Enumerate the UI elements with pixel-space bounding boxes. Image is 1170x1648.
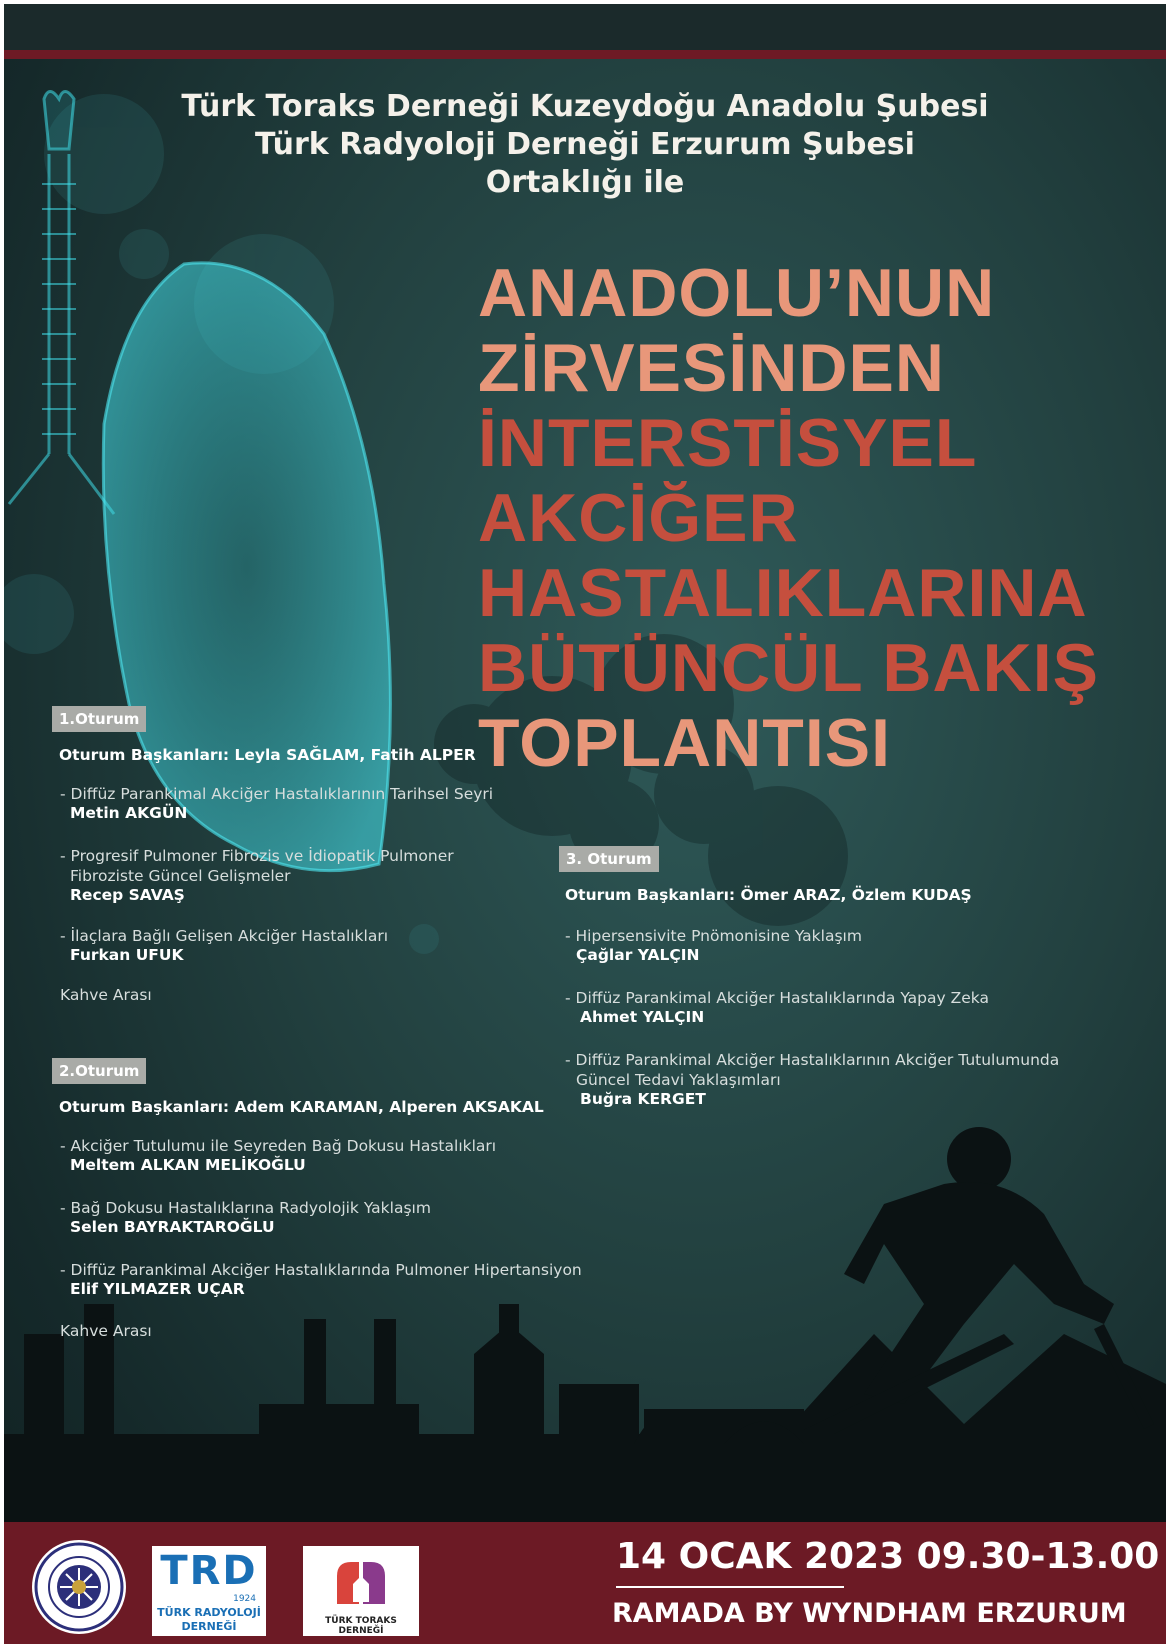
session-2-talk-1: - Akciğer Tutulumu ile Seyreden Bağ Dokusu Hastalıkları (60, 1137, 497, 1155)
event-poster (4, 4, 1166, 1644)
title-line: İNTERSTİSYEL (478, 405, 978, 481)
title-line: ANADOLU’NUN (478, 255, 996, 331)
session-1-talk-2-cont: Fibroziste Güncel Gelişmeler (70, 867, 291, 885)
session-1-talk-3: - İlaçlara Bağlı Gelişen Akciğer Hastalıkları (60, 927, 389, 945)
session-2-talk-3: - Diffüz Parankimal Akciğer Hastalıklarında Pulmoner Hipertansiyon (60, 1261, 582, 1279)
title-line: ZİRVESİNDEN (478, 330, 945, 406)
session-3-chairs: Oturum Başkanları: Ömer ARAZ, Özlem KUDAŞ (565, 886, 972, 904)
title-line: HASTALIKLARINA (478, 555, 1088, 631)
trd-logo (152, 1546, 266, 1636)
session-3-speaker-1: Çağlar YALÇIN (576, 946, 700, 964)
organizer-line-3: Ortaklığı ile (485, 165, 685, 200)
lung-icon (103, 263, 390, 871)
ataturk-university-logo (30, 1538, 128, 1636)
trd-name-1: TÜRK RADYOLOJİ (157, 1606, 261, 1619)
session-2-chairs: Oturum Başkanları: Adem KARAMAN, Alperen AKSAKAL (59, 1098, 544, 1116)
session-3-talk-3: - Diffüz Parankimal Akciğer Hastalıklarının Akciğer Tutulumunda (565, 1051, 1060, 1069)
session-1-talk-1: - Diffüz Parankimal Akciğer Hastalıklarının Tarihsel Seyri (60, 785, 494, 803)
trd-name-2: DERNEĞİ (181, 1620, 237, 1633)
trd-abbr: TRD (160, 1548, 258, 1594)
session-3-tag: 3. Oturum (559, 846, 659, 872)
ttd-name: TÜRK TORAKS DERNEĞİ (325, 1616, 397, 1636)
title-line: BÜTÜNCÜL BAKIŞ (478, 630, 1099, 706)
session-2-break: Kahve Arası (60, 1322, 152, 1340)
title-line: TOPLANTISI (478, 705, 891, 781)
organizer-line-2: Türk Radyoloji Derneği Erzurum Şubesi (255, 127, 915, 162)
session-1-speaker-3: Furkan UFUK (70, 946, 184, 964)
organizer-line-1: Türk Toraks Derneği Kuzeydoğu Anadolu Şubesi (181, 89, 989, 124)
session-3-talk-2: - Diffüz Parankimal Akciğer Hastalıklarında Yapay Zeka (565, 989, 989, 1007)
session-1-talk-2: - Progresif Pulmoner Fibrozis ve İdiopatik Pulmoner (60, 847, 454, 865)
session-1-chairs: Oturum Başkanları: Leyla SAĞLAM, Fatih ALPER (59, 746, 476, 764)
session-1-speaker-2: Recep SAVAŞ (70, 886, 185, 904)
session-3-talk-3-cont: Güncel Tedavi Yaklaşımları (576, 1071, 781, 1089)
session-2-talk-2: - Bağ Dokusu Hastalıklarına Radyolojik Yaklaşım (60, 1199, 431, 1217)
event-date: 14 OCAK 2023 09.30-13.00 (616, 1536, 1160, 1577)
ttd-lung-icon (331, 1554, 391, 1610)
event-venue: RAMADA BY WYNDHAM ERZURUM (612, 1598, 1127, 1629)
ttd-logo (303, 1546, 419, 1636)
trd-year: 1924 (233, 1594, 256, 1604)
session-1-tag: 1.Oturum (52, 706, 146, 732)
session-2-tag: 2.Oturum (52, 1058, 146, 1084)
background-illustration (4, 4, 1166, 1644)
session-1-speaker-1: Metin AKGÜN (70, 804, 188, 822)
title-line: AKCİĞER (478, 480, 799, 556)
session-2-speaker-1: Meltem ALKAN MELİKOĞLU (70, 1156, 306, 1174)
date-underline (616, 1586, 844, 1588)
session-3-talk-1: - Hipersensivite Pnömonisine Yaklaşım (565, 927, 862, 945)
session-3-speaker-2: Ahmet YALÇIN (580, 1008, 705, 1026)
session-2-speaker-3: Elif YILMAZER UÇAR (70, 1280, 245, 1298)
session-1-break: Kahve Arası (60, 986, 152, 1004)
event-title (478, 256, 1099, 781)
session-3-speaker-3: Buğra KERGET (580, 1090, 706, 1108)
session-2-speaker-2: Selen BAYRAKTAROĞLU (70, 1218, 275, 1236)
